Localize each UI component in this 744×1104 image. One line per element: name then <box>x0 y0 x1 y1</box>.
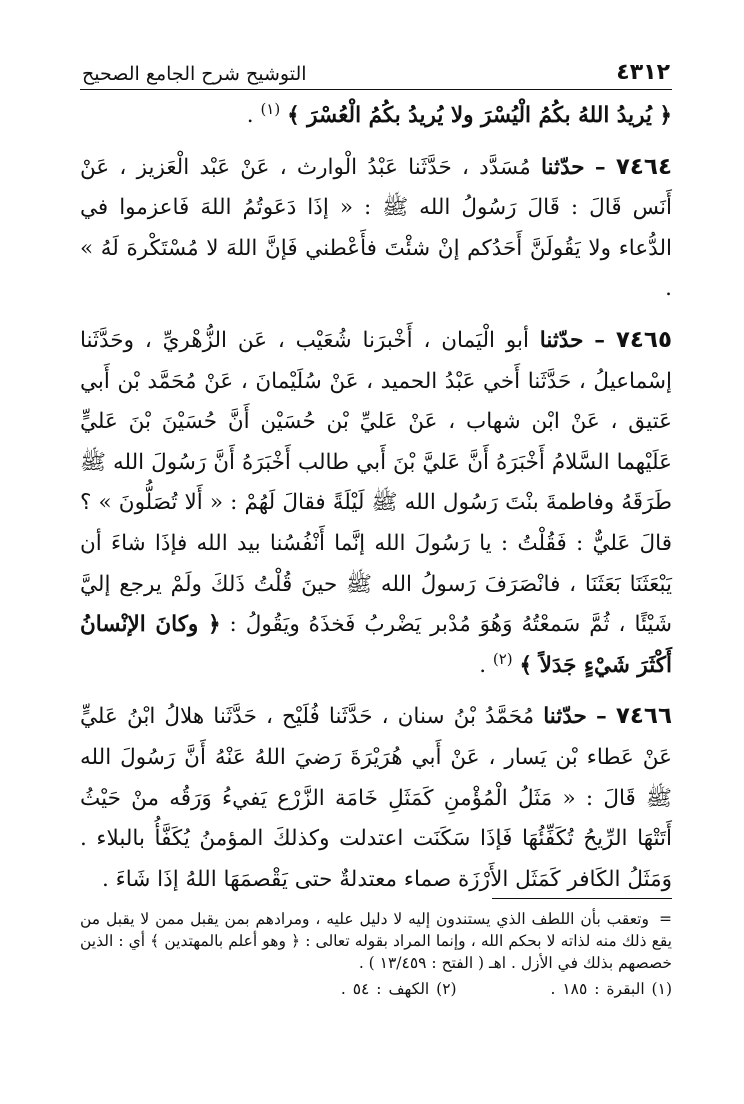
footnote-1: (١) البقرة : ١٨٥ . <box>550 980 672 998</box>
footnote-2: (٢) الكهف : ٥٤ . <box>340 980 457 998</box>
hadith-text: مُحَمَّدُ بْنُ سنان ، حَدَّثَنا فُلَيْح ، حَدَّثَنا هلالُ ابْنُ عَليٍّ عَنْ عَطاء بْن يَسار ، عَنْ أَبي هُرَيْرَةَ رَضيَ اللهُ عَنْهُ أَنَّ رَسُولَ الله ﷺ قَالَ : « مَثَلُ الْمُؤْمنِ كَمَثَلِ خَامَة الزَّرْع يَفيءُ وَرَقُه منْ حَيْثُ أَتَتْهَا الرِّيحُ تُكَفِّئُهَا فَإذَا سَكَنَت اعتدلت وكذلكَ المؤمنُ يُكَفَّأُ بالبلاء . وَمَثَلُ الكَافر كَمَثَل الأَرْزَة صماء معتدلةٌ حتى يَقْصمَهَا اللهُ إذَا شَاءَ . <box>80 704 672 892</box>
page-number: ٤٣١٢ <box>616 60 670 85</box>
running-title: التوشيح شرح الجامع الصحيح <box>82 63 307 85</box>
intro-verse: ﴿ يُريدُ اللهُ بكُمُ الْيُسْرَ ولا يُريدُ بكُمُ الْعُسْرَ ﴾ $^{(١)}$ . <box>246 99 672 128</box>
hadith-lead: حدّثنا <box>541 154 585 180</box>
hadith-7464: ٧٤٦٤ – حدّثنا مُسَدَّد ، حَدَّثَنا عَبْدُ الْوارث ، عَنْ عَبْد الْعَزيز ، عَنْ أَنَس قَالَ : قَالَ رَسُولُ الله ﷺ : « إذَا دَعَوتُمُ اللهَ فَاعزموا في الدُّعاء ولا يَقُولَنَّ أَحَدُكم إنْ شئْتَ فأَعْطني فَإنَّ اللهَ لا مُسْتَكْرهَ لَهُ » . <box>80 153 673 302</box>
page-header <box>80 52 672 90</box>
continuation-marker: = <box>659 910 672 928</box>
footnote-continuation-text: وتعقب بأن اللطف الذي يستندون إليه لا دليل عليه ، ومرادهم بمن يقبل ممن لا يقبل من يقع ذلك منه لذاته لا بحكم الله ، وإنما المراد بقوله تعالى : ﴿ وهو أعلم بالمهتدين ﴾ أي : الذين خصصهم بذلك في الأزل . اهـ ( الفتح : ١٣/٤٥٩ ) . <box>80 910 672 972</box>
hadith-lead: حدّثنا <box>539 327 584 353</box>
hadith-text: أبو الْيَمان ، أَخْبرَنا شُعَيْب ، عَن الزُّهْريِّ ، وحَدَّثَنا إسْماعيلُ ، حَدَّثَنا أَخي عَبْدُ الحميد ، عَنْ سُلَيْمانَ ، عَنْ مُحَمَّد بْن أَبي عَتيق ، عَنْ ابْن شهاب ، عَنْ عَليِّ بْن حُسَيْن أَنَّ حُسَيْنَ بْنَ عَليٍّ عَلَيْهما السَّلامُ أَخْبَرَهُ أَنَّ عَليَّ بْنَ أَبي طالب أَخْبَرَهُ أَنَّ رَسُولَ الله ﷺ طَرَقَهُ وفاطمةَ بنْتَ رَسُول الله ﷺ لَيْلَةً فقالَ لَهُمْ : « أَلا تُصَلُّونَ » ؟ قالَ عَليٌّ : فَقُلْتُ : يا رَسُولَ الله إنَّما أَنْفُسُنا بيد الله فإذَا شاءَ أن يَبْعَثَنَا بَعَثَنَا ، فانْصَرَفَ رَسولُ الله ﷺ حينَ قُلْتُ ذَلكَ ولَمْ يرجع إليَّ شَيْئًا ، ثُمَّ سَمعْتُهُ وَهُوَ مُدْبر يَضْربُ فَخذَهُ ويَقُولُ : <box>80 327 673 638</box>
footnote-ref-2: (٢) <box>492 649 513 668</box>
book-page <box>80 52 672 1052</box>
quran-verse: ﴿ وكانَ الإنْسانُ أَكْثَرَ شَيْءٍ جَدَلاً ﴾ <box>80 612 672 678</box>
main-text <box>80 96 672 900</box>
quran-verse: ﴿ يُريدُ اللهُ بكُمُ الْيُسْرَ ولا يُريدُ بكُمُ الْعُسْرَ ﴾ <box>287 103 672 128</box>
hadith-number: ٧٤٦٦ <box>615 703 672 730</box>
hadith-7466: ٧٤٦٦ – حدّثنا مُحَمَّدُ بْنُ سنان ، حَدَّثَنا فُلَيْح ، حَدَّثَنا هلالُ ابْنُ عَليٍّ عَنْ عَطاء بْن يَسار ، عَنْ أَبي هُرَيْرَةَ رَضيَ اللهُ عَنْهُ أَنَّ رَسُولَ الله ﷺ قَالَ : « مَثَلُ الْمُؤْمنِ كَمَثَلِ خَامَة الزَّرْع يَفيءُ وَرَقُه منْ حَيْثُ أَتَتْهَا الرِّيحُ تُكَفِّئُهَا فَإذَا سَكَنَت اعتدلت وكذلكَ المؤمنُ يُكَفَّأُ بالبلاء . وَمَثَلُ الكَافر كَمَثَل الأَرْزَة صماء معتدلةٌ حتى يَقْصمَهَا اللهُ إذَا شَاءَ . <box>80 703 672 892</box>
hadith-7465: ٧٤٦٥ – حدّثنا أبو الْيَمان ، أَخْبرَنا شُعَيْب ، عَن الزُّهْريِّ ، وحَدَّثَنا إسْماعيلُ ، حَدَّثَنا أَخي عَبْدُ الحميد ، عَنْ سُلَيْمانَ ، عَنْ مُحَمَّد بْن أَبي عَتيق ، عَنْ ابْن شهاب ، عَنْ عَليِّ بْن حُسَيْن أَنَّ حُسَيْنَ بْنَ عَليٍّ عَلَيْهما السَّلامُ أَخْبَرَهُ أَنَّ عَليَّ بْنَ أَبي طالب أَخْبَرَهُ أَنَّ رَسُولَ الله ﷺ طَرَقَهُ وفاطمةَ بنْتَ رَسُول الله ﷺ لَيْلَةً فقالَ لَهُمْ : « أَلا تُصَلُّونَ » ؟ قالَ عَليٌّ : فَقُلْتُ : يا رَسُولَ الله إنَّما أَنْفُسُنا بيد الله فإذَا شاءَ أن يَبْعَثَنَا بَعَثَنَا ، فانْصَرَفَ رَسولُ الله ﷺ حينَ قُلْتُ ذَلكَ ولَمْ يرجع إليَّ شَيْئًا ، ثُمَّ سَمعْتُهُ وَهُوَ مُدْبر يَضْربُ فَخذَهُ ويَقُولُ : ﴿ وكانَ الإنْسانُ أَكْثَرَ شَيْءٍ جَدَلاً ﴾ $^{(٢)}$ . <box>80 326 673 678</box>
footnotes <box>80 908 672 1000</box>
footnote-references <box>80 978 672 1000</box>
hadith-lead: حدّثنا <box>543 704 587 730</box>
footnote-ref-1: (١) <box>260 99 281 118</box>
footnote-continuation <box>80 908 672 974</box>
hadith-number: ٧٤٦٤ <box>615 153 673 180</box>
hadith-number: ٧٤٦٥ <box>615 326 672 353</box>
footnote-separator <box>492 898 672 899</box>
hadith-text: مُسَدَّد ، حَدَّثَنا عَبْدُ الْوارث ، عَنْ عَبْد الْعَزيز ، عَنْ أَنَس قَالَ : قَالَ رَسُولُ الله ﷺ : « إذَا دَعَوتُمُ اللهَ فَاعزموا في الدُّعاء ولا يَقُولَنَّ أَحَدُكم إنْ شئْتَ فأَعْطني فَإنَّ اللهَ لا مُسْتَكْرهَ لَهُ » . <box>80 154 672 302</box>
